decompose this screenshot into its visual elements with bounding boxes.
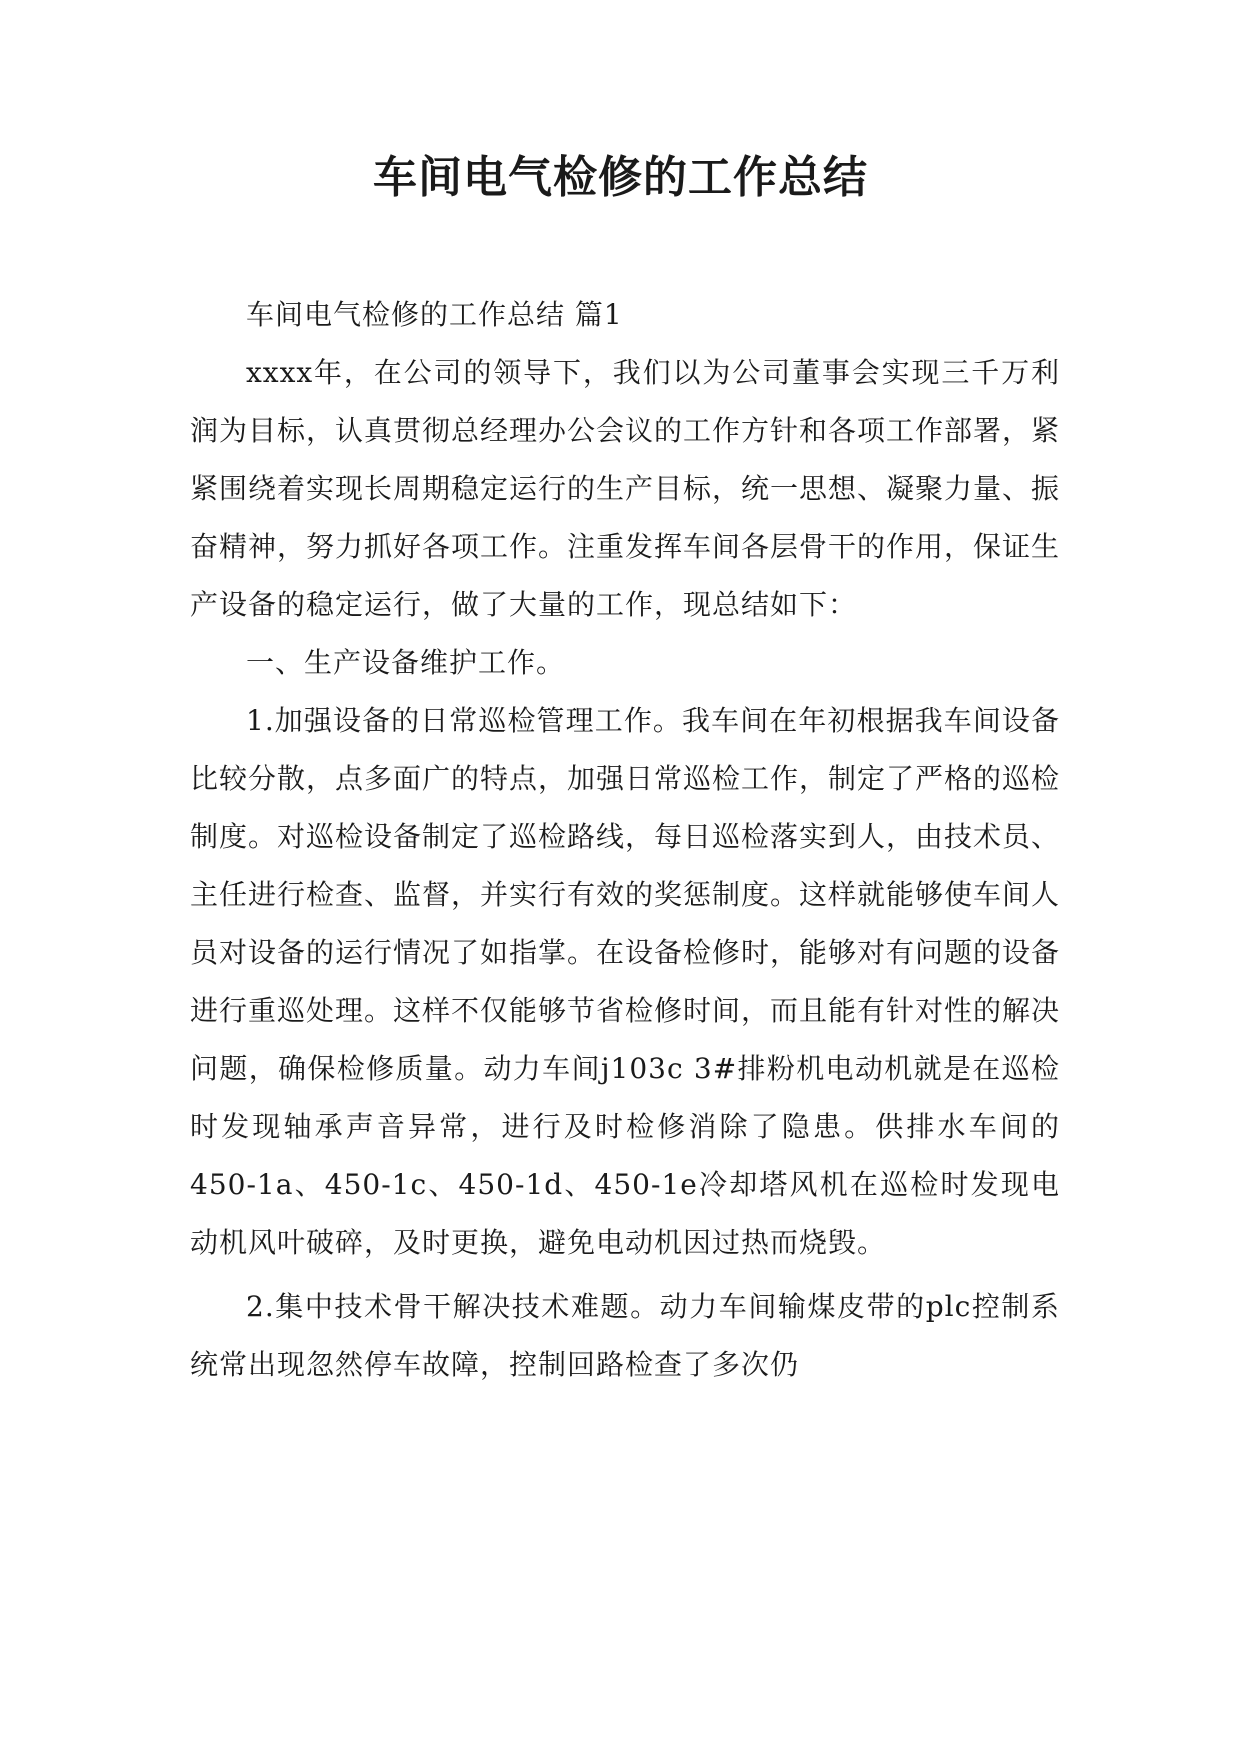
paragraph-item-one: 1.加强设备的日常巡检管理工作。我车间在年初根据我车间设备比较分散，点多面广的特点，加强日常巡检工作，制定了严格的巡检制度。对巡检设备制定了巡检路线，每日巡检落实到人，由技术员、主任进行检查、监督，并实行有效的奖惩制度。这样就能够使车间人员对设备的运行情况了如指掌。在设备检修时，能够对有问题的设备进行重巡处理。这样不仅能够节省检修时间，而且能有针对性的解决问题，确保检修质量。动力车间j103c 3#排粉机电动机就是在巡检时发现轴承声音异常，进行及时检修消除了隐患。供排水车间的450-1a、450-1c、450-1d、450-1e冷却塔风机在巡检时发现电动机风叶破碎，及时更换，避免电动机因过热而烧毁。 (190, 704, 1061, 1259)
document-body (190, 286, 1060, 1394)
paragraph-item-two: 2.集中技术骨干解决技术难题。动力车间输煤皮带的plc控制系统常出现忽然停车故障，控制回路检查了多次仍 (190, 1290, 1060, 1381)
paragraph-section-one: 一、生产设备维护工作。 (246, 646, 566, 679)
section-heading: 车间电气检修的工作总结 篇1 (246, 298, 623, 331)
paragraph-intro: xxxx年，在公司的领导下，我们以为公司董事会实现三千万利润为目标，认真贯彻总经理办公会议的工作方针和各项工作部署，紧紧围绕着实现长周期稳定运行的生产目标，统一思想、凝聚力量、振奋精神，努力抓好各项工作。注重发挥车间各层骨干的作用，保证生产设备的稳定运行，做了大量的工作，现总结如下： (190, 356, 1061, 621)
document-title: 车间电气检修的工作总结 (373, 152, 868, 203)
